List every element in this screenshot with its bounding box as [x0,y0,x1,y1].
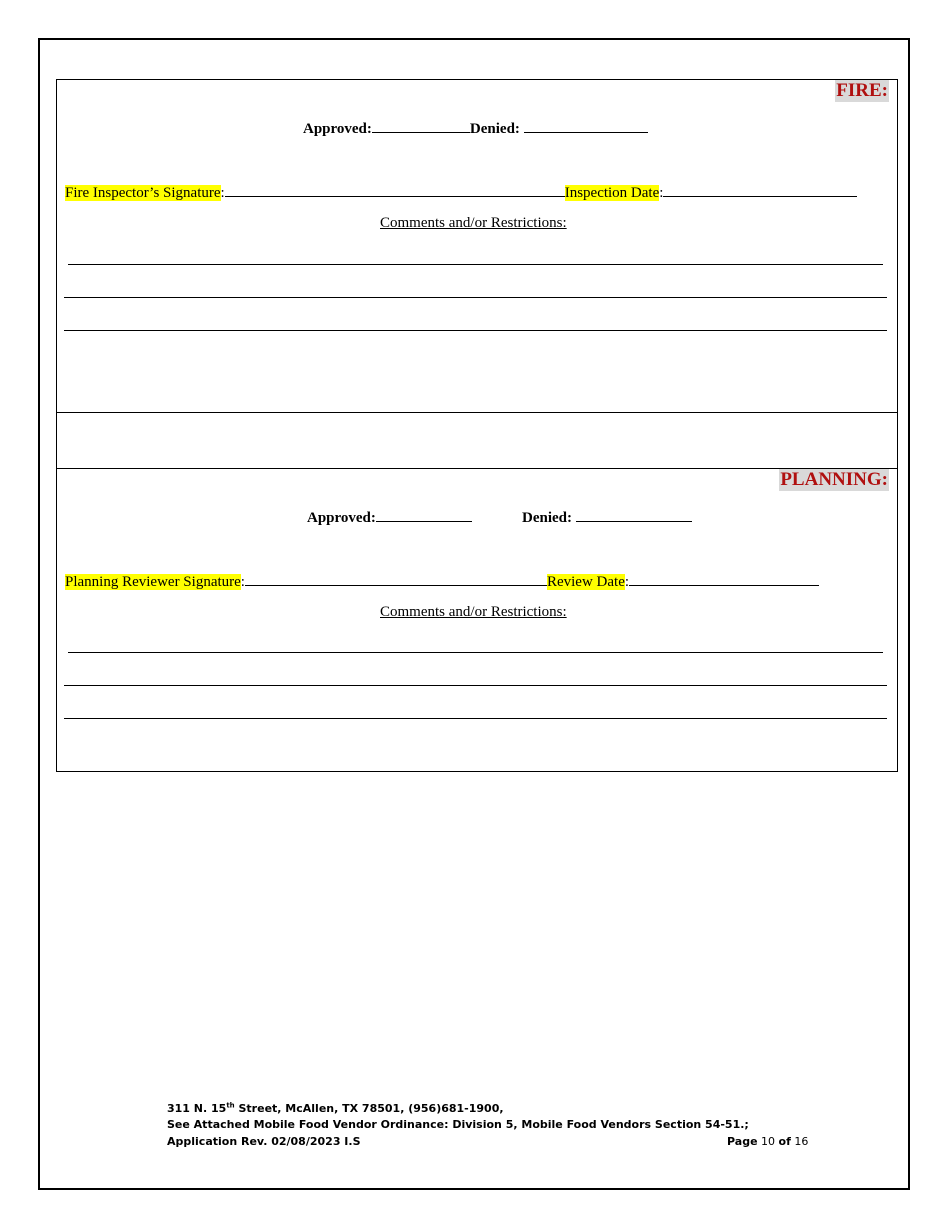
planning-approval-row [307,506,472,527]
planning-denied-row [522,506,692,527]
footer-address-suffix: Street, McAllen, TX 78501, (956)681-1900, [234,1102,504,1115]
fire-date-colon: : [659,185,664,201]
fire-approved-field[interactable] [372,117,470,133]
planning-reviewer-signature-field[interactable] [245,570,547,586]
fire-inspection-date-label: Inspection Date [564,185,660,201]
fire-comment-line-3[interactable] [64,330,887,331]
footer-ordinance: See Attached Mobile Food Vendor Ordinance: Division 5, Mobile Food Vendors Section 54-51.; [167,1118,749,1131]
fire-inspection-date-field[interactable] [663,181,857,197]
fire-section [56,79,898,413]
planning-signature-row [65,570,819,591]
footer-address [167,1101,504,1117]
footer-page-total: 16 [794,1135,809,1148]
fire-inspector-signature-label: Fire Inspector’s Signature [65,185,221,201]
fire-comment-line-2[interactable] [64,297,887,298]
planning-signature-colon: : [240,574,245,590]
planning-denied-field[interactable] [576,506,692,522]
planning-comments-label: Comments and/or Restrictions: [380,604,567,620]
fire-approval-row [303,117,648,138]
spacer-section [56,412,898,469]
fire-signature-row [65,181,857,202]
fire-comments-label: Comments and/or Restrictions: [380,215,567,231]
footer-revision: Application Rev. 02/08/2023 I.S [167,1135,361,1148]
planning-date-colon: : [624,574,630,590]
fire-approved-label: Approved: [303,121,372,137]
fire-comment-line-1[interactable] [68,264,883,265]
planning-reviewer-signature-label: Planning Reviewer Signature [65,574,241,590]
fire-section-title: FIRE: [836,80,888,101]
footer-page-label: Page [727,1135,758,1148]
planning-review-date-field[interactable] [629,570,819,586]
planning-approved-label: Approved: [307,510,376,526]
footer-address-sup: th [226,1101,235,1110]
planning-section-title: PLANNING: [780,469,888,490]
planning-comment-line-3[interactable] [64,718,887,719]
fire-denied-field[interactable] [524,117,648,133]
footer-page-number [727,1134,808,1150]
planning-section [56,468,898,772]
fire-denied-label: Denied: [469,121,520,137]
fire-inspector-signature-field[interactable] [225,181,565,197]
planning-approved-field[interactable] [376,506,472,522]
planning-denied-label: Denied: [522,510,572,526]
footer-address-prefix: 311 N. 15 [167,1102,227,1115]
planning-comment-line-1[interactable] [68,652,883,653]
planning-review-date-label: Review Date [546,574,625,590]
planning-comment-line-2[interactable] [64,685,887,686]
footer-of-label: of [778,1135,791,1148]
fire-signature-colon: : [220,185,225,201]
footer-page-current: 10 [761,1135,776,1148]
